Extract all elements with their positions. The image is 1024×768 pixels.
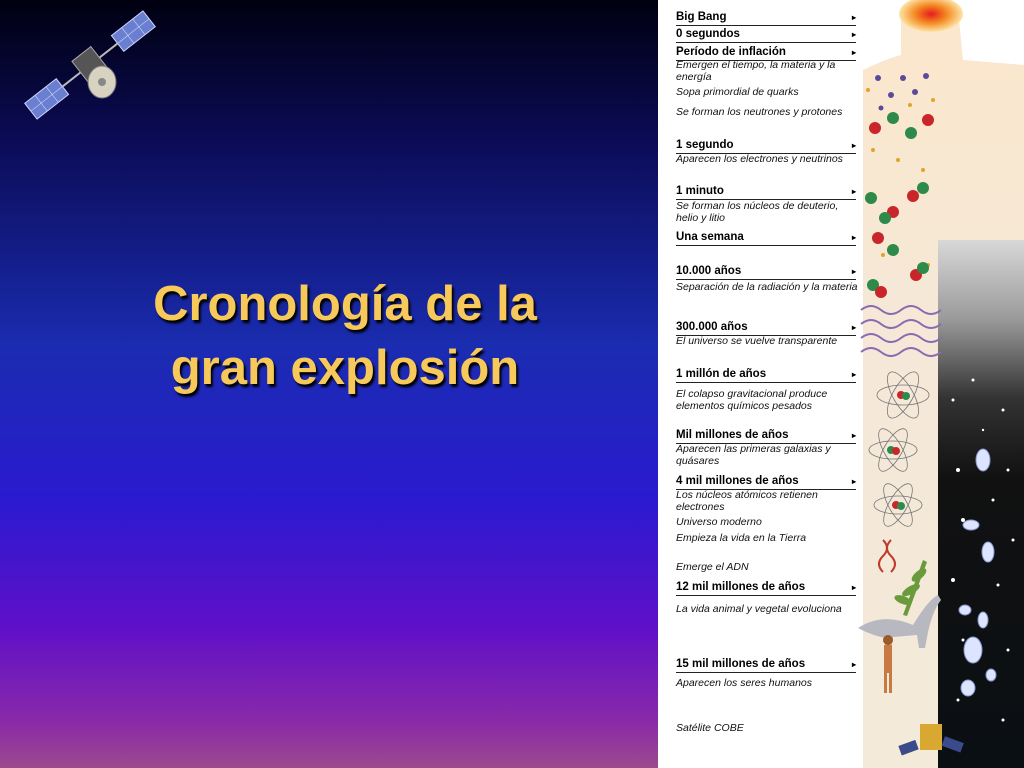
timeline-description: Emergen el tiempo, la materia y la energía bbox=[676, 59, 836, 83]
timeline-description: Aparecen las primeras galaxias y quásares bbox=[676, 443, 831, 467]
slide-title bbox=[100, 272, 590, 400]
timeline-event: 1 segundo ▸ bbox=[676, 138, 856, 154]
timeline-description: Emerge el ADN bbox=[676, 561, 749, 573]
timeline-description: El universo se vuelve transparente bbox=[676, 335, 838, 347]
timeline-description: Universo moderno bbox=[676, 516, 762, 528]
timeline-event: 0 segundos ▸ bbox=[676, 27, 856, 43]
satellite-image bbox=[10, 0, 170, 140]
timeline-event: 1 millón de años ▸ bbox=[676, 367, 856, 383]
timeline-event: 10.000 años ▸ bbox=[676, 264, 856, 280]
timeline-event: 15 mil millones de años ▸ bbox=[676, 657, 856, 673]
timeline-description: La vida animal y vegetal evoluciona bbox=[676, 603, 842, 615]
timeline-event: 12 mil millones de años ▸ bbox=[676, 580, 856, 596]
timeline-description: Empieza la vida en la Tierra bbox=[676, 532, 807, 544]
timeline-description: Los núcleos atómicos retienen electrones bbox=[676, 489, 818, 513]
timeline-text-column bbox=[658, 0, 858, 768]
timeline-event: 4 mil millones de años ▸ bbox=[676, 474, 856, 490]
timeline-description: Satélite COBE bbox=[676, 722, 744, 734]
timeline-illustration bbox=[853, 0, 1024, 768]
timeline-description: El colapso gravitacional produce elementos químicos pesados bbox=[676, 388, 828, 412]
timeline-event: Una semana ▸ bbox=[676, 230, 856, 246]
timeline-description: Aparecen los seres humanos bbox=[676, 677, 812, 689]
timeline-description: Se forman los neutrones y protones bbox=[676, 106, 843, 118]
title-line-2: gran explosión bbox=[170, 341, 520, 395]
timeline-event: 300.000 años ▸ bbox=[676, 320, 856, 336]
timeline-event: 1 minuto ▸ bbox=[676, 184, 856, 200]
timeline-event: Big Bang ▸ bbox=[676, 10, 856, 26]
timeline-panel bbox=[658, 0, 1024, 768]
timeline-description: Se forman los núcleos de deuterio, helio y litio bbox=[676, 200, 839, 224]
timeline-event: Mil millones de años ▸ bbox=[676, 428, 856, 444]
title-line-1: Cronología de la bbox=[153, 277, 537, 331]
timeline-description: Separación de la radiación y la materia bbox=[676, 281, 858, 293]
timeline-description: Sopa primordial de quarks bbox=[676, 86, 799, 98]
timeline-event: Período de inflación ▸ bbox=[676, 45, 856, 61]
timeline-description: Aparecen los electrones y neutrinos bbox=[676, 153, 843, 165]
